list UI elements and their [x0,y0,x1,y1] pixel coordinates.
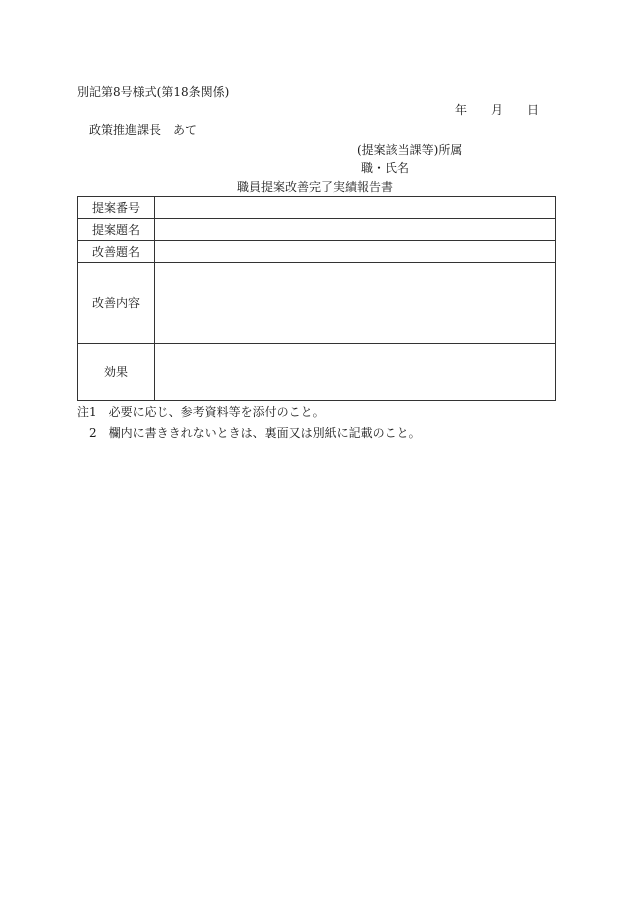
proposal-number-field[interactable] [155,197,556,219]
table-row-improvement-content [78,263,556,344]
date-line [455,102,539,118]
row-label: 改善内容 [78,263,155,344]
note-2: 2 欄内に書ききれないときは、裏面又は別紙に記載のこと。 [89,426,421,440]
date-day: 日 [527,103,540,117]
row-label: 提案番号 [78,197,155,219]
report-table [77,196,556,401]
addressee: 政策推進課長 あて [89,123,198,137]
position-name-line: 職・氏名 [361,161,410,175]
proposal-title-field[interactable] [155,219,556,241]
row-label: 改善題名 [78,241,155,263]
table-row-proposal-title [78,219,556,241]
date-month: 月 [491,103,504,117]
improvement-content-field[interactable] [155,263,556,344]
table-row-effect [78,344,556,401]
document-title: 職員提案改善完了実績報告書 [236,180,393,194]
form-number-label: 別記第8号様式(第18条関係) [77,85,230,99]
date-year: 年 [455,103,468,117]
row-label: 効果 [78,344,155,401]
table-row-proposal-number [78,197,556,219]
department-line: (提案該当課等)所属 [357,143,463,157]
table-row-improvement-title [78,241,556,263]
row-label: 提案題名 [78,219,155,241]
note-1: 注1 必要に応じ、参考資料等を添付のこと。 [77,405,325,419]
effect-field[interactable] [155,344,556,401]
improvement-title-field[interactable] [155,241,556,263]
